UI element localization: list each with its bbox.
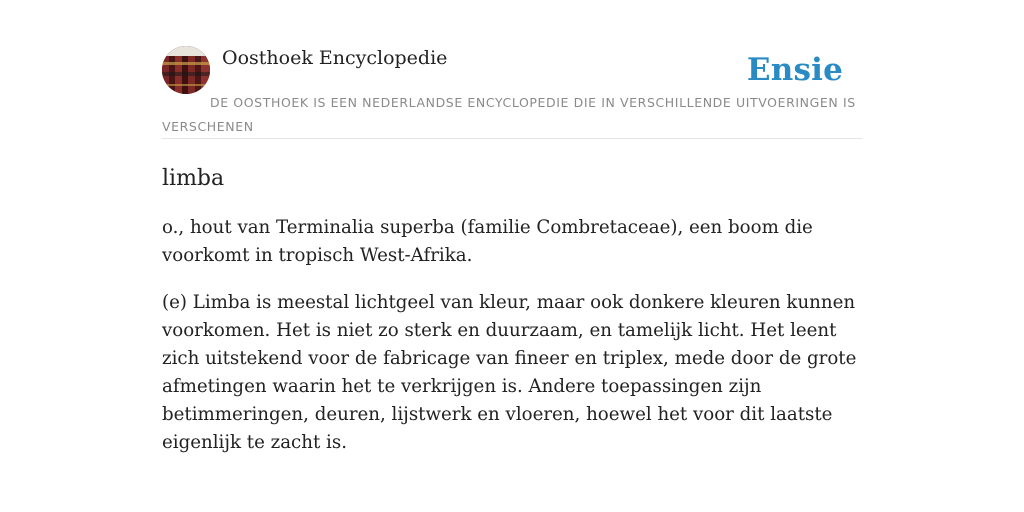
entry-content [162,164,862,457]
page-container [162,46,862,457]
entry-definition: o., hout van Terminalia superba (familie Combretaceae), een boom die voorkomt in tropisch West-Afrika. [162,217,813,266]
entry-description: (e) Limba is meestal lichtgeel van kleur, maar ook donkere kleuren kunnen voorkomen. Het is niet zo sterk en duurzaam, en tamelijk licht. Het leent zich uitstekend voor de fabricage van fineer en triplex, mede door de grote afmetingen waarin het te verkrijgen is. Andere toepassingen zijn betimmeringen, deuren, lijstwerk en vloeren, hoewel het voor dit laatste eigenlijk te zacht is. [162,292,857,453]
site-header [162,46,862,139]
entry-term: limba [162,166,225,191]
site-tagline: DE OOSTHOEK IS EEN NEDERLANDSE ENCYCLOPEDIE DIE IN VERSCHILLENDE UITVOERINGEN IS VERSCHENEN [162,95,856,134]
site-title[interactable]: Oosthoek Encyclopedie [222,47,448,69]
brand-logo[interactable]: Ensie [746,52,843,88]
encyclopedia-books-icon[interactable] [162,46,210,94]
